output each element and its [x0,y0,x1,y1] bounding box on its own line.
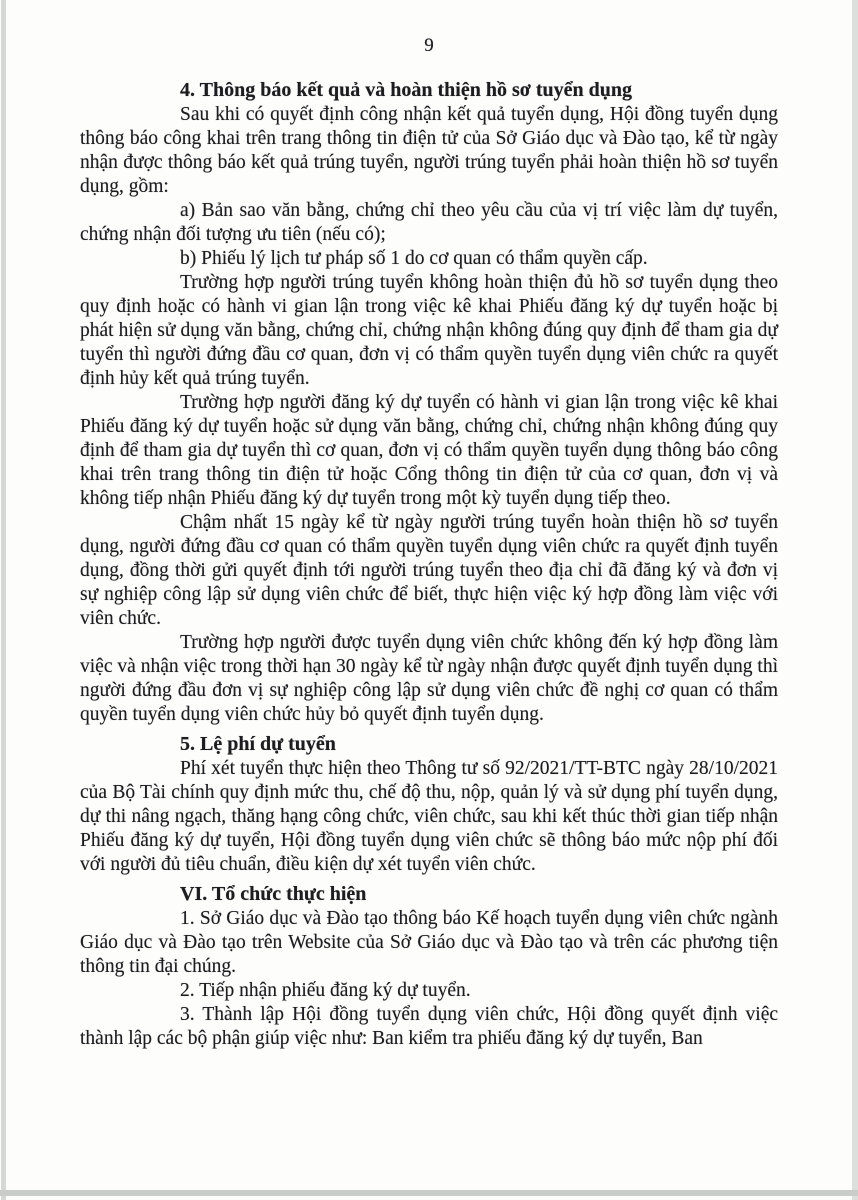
page-number: 9 [424,35,434,56]
paragraph-item-b-phieu-ly-lich: b) Phiếu lý lịch tư pháp số 1 do cơ quan có thẩm quyền cấp. [180,248,648,269]
paragraph-to-chuc-1-thong-bao-ke-hoach: 1. Sở Giáo dục và Đào tạo thông báo Kế hoạch tuyển dụng viên chức ngành Giáo dục và Đào tạo trên Website của Sở Giáo dục và Đào tạo và trên các phương tiện thông tin đại chúng. [80,908,778,977]
scan-edge-left [1,0,6,1200]
paragraph-cham-nhat-15-ngay: Chậm nhất 15 ngày kể từ ngày người trúng tuyển hoàn thiện hồ sơ tuyển dụng, người đứng đầu cơ quan có thẩm quyền tuyển dụng viên chức ra quyết định tuyển dụng, đồng thời gửi quyết định tới người trúng tuyển theo địa chỉ đã đăng ký và đơn vị sự nghiệp công lập sử dụng viên chức để biết, thực hiện việc ký hợp đồng làm việc với viên chức. [80,512,778,629]
paragraph-to-chuc-2-tiep-nhan-phieu: 2. Tiếp nhận phiếu đăng ký dự tuyển. [180,980,471,1001]
section-heading-4-thong-bao-ket-qua: 4. Thông báo kết quả và hoàn thiện hồ sơ tuyển dụng [180,79,632,101]
scan-edge-right [852,0,858,1200]
paragraph-hoan-thien-ho-so-intro: Sau khi có quyết định công nhận kết quả tuyển dụng, Hội đồng tuyển dụng thông báo công khai trên trang thông tin điện tử của Sở Giáo dục và Đào tạo, kể từ ngày nhận được thông báo kết quả trúng tuyển, người trúng tuyển phải hoàn thiện hồ sơ tuyển dụng, gồm: [80,104,778,197]
page-content [80,34,778,1051]
paragraph-khong-den-ky-hop-dong: Trường hợp người được tuyển dụng viên chức không đến ký hợp đồng làm việc và nhận việc trong thời hạn 30 ngày kể từ ngày nhận được quyết định tuyển dụng thì người đứng đầu đơn vị sự nghiệp công lập sử dụng viên chức đề nghị cơ quan có thẩm quyền tuyển dụng viên chức hủy bỏ quyết định tuyển dụng. [80,632,778,725]
scan-edge-bottom [0,1190,858,1196]
section-heading-5-le-phi-du-tuyen: 5. Lệ phí dự tuyển [180,733,336,755]
paragraph-truong-hop-khong-hoan-thien: Trường hợp người trúng tuyển không hoàn thiện đủ hồ sơ tuyển dụng theo quy định hoặc có hành vi gian lận trong việc kê khai Phiếu đăng ký dự tuyển hoặc bị phát hiện sử dụng văn bằng, chứng chỉ, chứng nhận không đúng quy định để tham gia dự tuyển thì người đứng đầu cơ quan, đơn vị có thẩm quyền tuyển dụng viên chức ra quyết định hủy kết quả trúng tuyển. [80,272,778,389]
paragraph-phi-xet-tuyen: Phí xét tuyển thực hiện theo Thông tư số 92/2021/TT-BTC ngày 28/10/2021 của Bộ Tài chính quy định mức thu, chế độ thu, nộp, quản lý và sử dụng phí tuyển dụng, dự thi nâng ngạch, thăng hạng công chức, viên chức, sau khi kết thúc thời gian tiếp nhận Phiếu đăng ký dự tuyển, Hội đồng tuyển dụng viên chức sẽ thông báo mức nộp phí đối với người đủ tiêu chuẩn, điều kiện dự xét tuyển viên chức. [80,758,778,875]
paragraph-truong-hop-gian-lan: Trường hợp người đăng ký dự tuyển có hành vi gian lận trong việc kê khai Phiếu đăng ký dự tuyển hoặc sử dụng văn bằng, chứng chỉ, chứng nhận không đúng quy định để tham gia dự tuyển thì cơ quan, đơn vị có thẩm quyền tuyển dụng thông báo công khai trên trang thông tin điện tử hoặc Cổng thông tin điện tử của cơ quan, đơn vị và không tiếp nhận Phiếu đăng ký dự tuyển trong một kỳ tuyển dụng tiếp theo. [80,392,778,509]
paragraph-to-chuc-3-thanh-lap-hoi-dong: 3. Thành lập Hội đồng tuyển dụng viên chức, Hội đồng quyết định việc thành lập các bộ phận giúp việc như: Ban kiểm tra phiếu đăng ký dự tuyển, Ban [80,1004,778,1049]
section-heading-vi-to-chuc-thuc-hien: VI. Tổ chức thực hiện [180,883,367,905]
paragraph-item-a-ban-sao-van-bang: a) Bản sao văn bằng, chứng chỉ theo yêu cầu của vị trí việc làm dự tuyển, chứng nhận đối tượng ưu tiên (nếu có); [80,200,778,245]
